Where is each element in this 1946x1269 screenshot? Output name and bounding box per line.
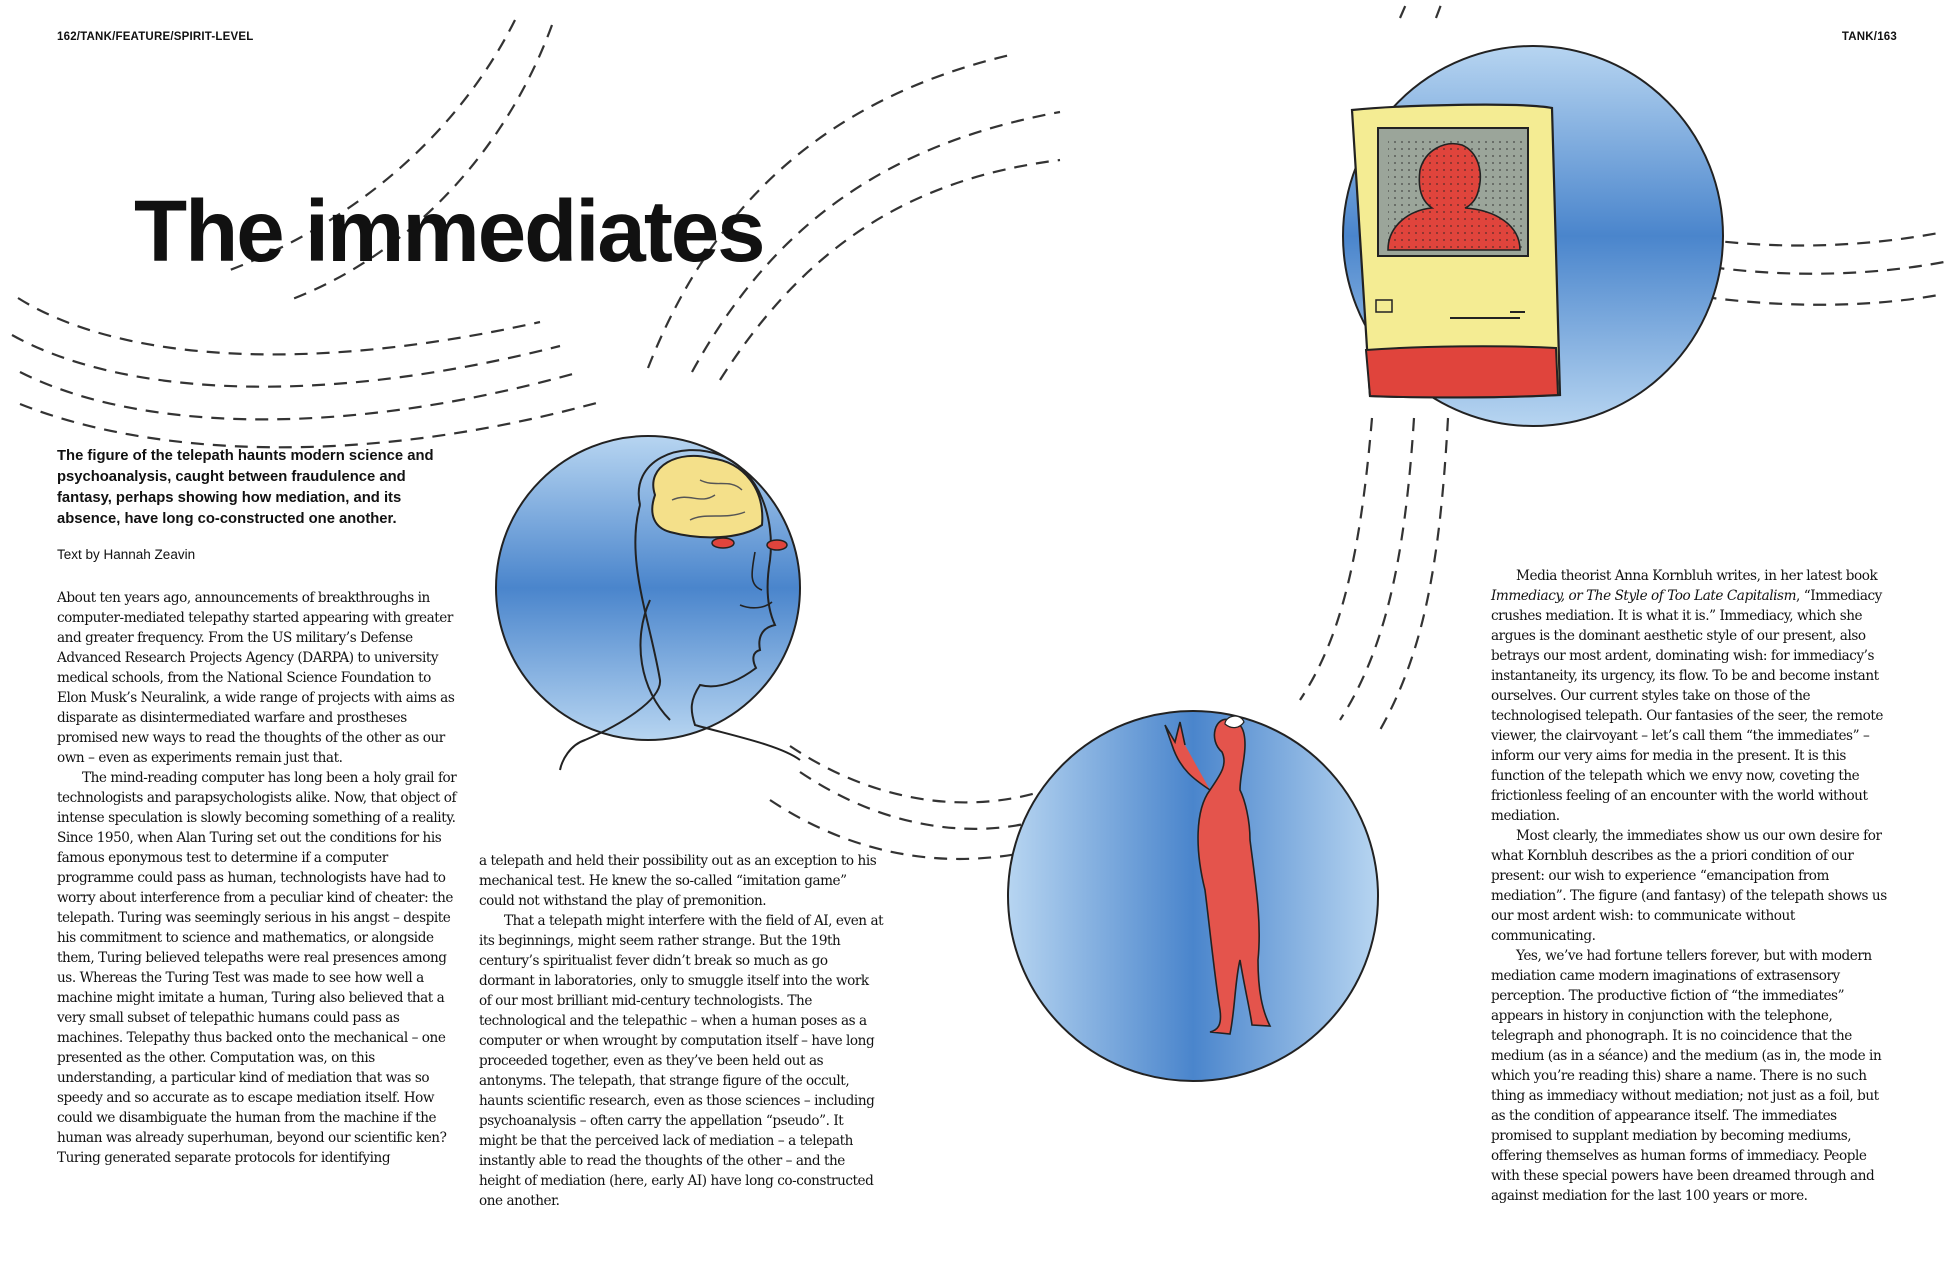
body-paragraph: a telepath and held their possibility out as an exception to his mechanical test. He knew the so-called “imitation game” could not withstand the play of premonition. [479, 853, 877, 909]
headline: The immediates [134, 183, 764, 280]
computer-with-figure-illustration [1343, 46, 1723, 426]
body-text: , “Immediacy crushes mediation. It is what it is.” Immediacy, which she argues is the dominant aesthetic style of our present, also betrays our most ardent, dominating wish: for immediacy’s instantaneity, its urgency, its flow. To be and become instant ourselves. Our current styles take on those of the technologised telepath. Our fantasies of the seer, the remote viewer, the clairvoyant – let’s call them “the immediates” – inform our very aims for media in the present. It is this function of the telepath which we envy now, coveting the frictionless feeling of an encounter with the world without mediation. [1491, 588, 1883, 824]
body-column-1 [57, 588, 457, 1168]
standfirst: The figure of the telepath haunts modern science and psychoanalysis, caught between fraudulence and fantasy, perhaps showing how mediation, and its absence, have long co-constructed one another. [57, 448, 434, 527]
body-paragraph: That a telepath might interfere with the field of AI, even at its beginnings, might seem rather strange. But the 19th century’s spiritualist fever didn’t break so much as go dormant in laboratories, only to smuggle itself into the work of our most brilliant mid-century technologists. The technological and the telepathic – when a human poses as a computer or when wrought by computation itself – have long proceeded together, even as they’ve been held out as antonyms. The telepath, that strange figure of the occult, haunts scientific research, even as those sciences – including psychoanalysis – often carry the appellation “pseudo”. It might be that the perceived lack of mediation – a telepath instantly able to read the thoughts of the other – and the height of mediation (here, early AI) have long co-constructed one another. [479, 913, 884, 1209]
byline: Text by Hannah Zeavin [57, 547, 196, 562]
red-walking-figure-illustration [1008, 711, 1378, 1081]
head-with-brain-illustration [496, 436, 800, 770]
body-column-2 [479, 851, 884, 1211]
body-paragraph [1491, 566, 1894, 826]
folio-right: TANK/163 [1841, 31, 1897, 43]
body-column-3 [1491, 566, 1894, 1206]
body-paragraph: Yes, we’ve had fortune tellers forever, but with modern mediation came modern imaginations of extrasensory perception. The productive fiction of “the immediates” appears in history in conjunction with the telephone, telegraph and phonograph. It is no coincidence that the medium (as in a séance) and the medium (as in, the mode in which you’re reading this) share a name. There is no such thing as immediacy without mediation; not just as a foil, but as the condition of appearance itself. The immediates promised to supplant mediation by becoming mediums, offering themselves as human forms of immediacy. People with these special powers have been dreamed through and against mediation for the last 100 years or more. [1491, 948, 1882, 1204]
body-paragraph: About ten years ago, announcements of breakthroughs in computer-mediated telepathy started appearing with greater and greater frequency. From the US military’s Defense Advanced Research Projects Agency (DARPA) to university medical schools, from the National Science Foundation to Elon Musk’s Neuralink, a wide range of projects with aims as disparate as disintermediated warfare and prostheses promised new ways to read the thoughts of the other as our own – even as experiments remain just that. [57, 590, 455, 766]
folio-left: 162/TANK/FEATURE/SPIRIT-LEVEL [57, 31, 254, 43]
book-title: Immediacy, or The Style of Too Late Capitalism [1491, 588, 1797, 604]
body-paragraph: Most clearly, the immediates show us our own desire for what Kornbluh describes as the a priori condition of our present: our wish to experience “emancipation from mediation”. The figure (and fantasy) of the telepath shows us our most ardent wish: to communicate without communicating. [1491, 828, 1887, 944]
body-text: Media theorist Anna Kornbluh writes, in her latest book [1516, 568, 1878, 584]
body-paragraph: The mind-reading computer has long been a holy grail for technologists and parapsychologists alike. Now, that object of intense speculation is slowly becoming something of a reality. Since 1950, when Alan Turing set out the conditions for his famous eponymous test to determine if a computer programme could pass as human, technologists have had to worry about interference from a peculiar kind of cheater: the telepath. Turing was seemingly serious in his angst – despite his commitment to science and mathematics, or alongside them, Turing believed telepaths were real presences among us. Whereas the Turing Test was made to see how well a machine might imitate a human, Turing also believed that a very small subset of telepathic humans could pass as machines. Telepathy thus backed onto the mechanical – one presented as the other. Computation was, on this understanding, a particular kind of mediation that was so speedy and so accurate as to escape mediation itself. How could we disambiguate the human from the machine if the human was already superhuman, beyond our scientific ken? Turing generated separate protocols for identifying [57, 770, 457, 1166]
